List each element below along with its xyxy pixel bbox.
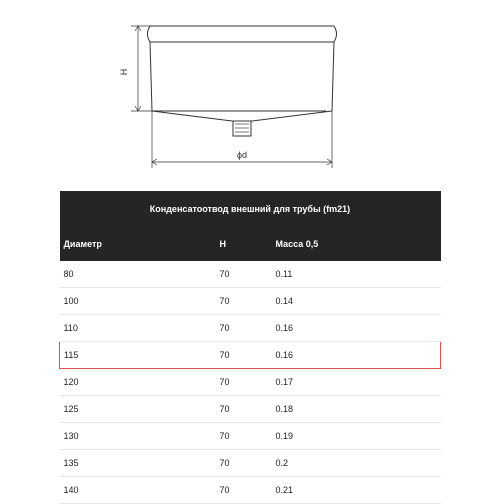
cell-h: 70	[216, 261, 272, 288]
cell-h: 70	[216, 369, 272, 396]
cell-h: 70	[216, 288, 272, 315]
cell-diameter: 140	[60, 477, 216, 504]
cell-h: 70	[216, 450, 272, 477]
table-row	[60, 450, 441, 477]
cell-mass: 0.14	[272, 288, 441, 315]
table-row	[60, 423, 441, 450]
table-header-row	[60, 226, 441, 261]
cell-mass: 0.16	[272, 342, 441, 369]
cell-mass: 0.16	[272, 315, 441, 342]
table-title-row	[60, 191, 441, 226]
cell-h: 70	[216, 477, 272, 504]
cell-diameter: 125	[60, 396, 216, 423]
spec-table	[59, 191, 441, 504]
cell-h: 70	[216, 423, 272, 450]
table-row	[60, 315, 441, 342]
cell-mass: 0.19	[272, 423, 441, 450]
diameter-dimension-label: ϕd	[236, 150, 248, 160]
header-h: H	[216, 226, 272, 261]
body-outline	[150, 42, 334, 111]
cell-diameter: 135	[60, 450, 216, 477]
cell-mass: 0.17	[272, 369, 441, 396]
cell-mass: 0.21	[272, 477, 441, 504]
cell-mass: 0.2	[272, 450, 441, 477]
rim-outline	[148, 26, 337, 42]
table-row	[60, 396, 441, 423]
header-mass: Масса 0,5	[272, 226, 441, 261]
cell-h: 70	[216, 396, 272, 423]
table-row	[60, 261, 441, 288]
cell-h: 70	[216, 342, 272, 369]
cell-diameter: 110	[60, 315, 216, 342]
technical-drawing	[0, 0, 500, 185]
cell-diameter: 120	[60, 369, 216, 396]
cell-mass: 0.18	[272, 396, 441, 423]
table-row	[60, 288, 441, 315]
cell-diameter: 115	[60, 342, 216, 369]
header-diameter: Диаметр	[60, 226, 216, 261]
cone-outline	[152, 111, 332, 121]
cell-mass: 0.11	[272, 261, 441, 288]
table-row	[60, 342, 441, 369]
cell-diameter: 130	[60, 423, 216, 450]
cell-h: 70	[216, 315, 272, 342]
height-dimension-label: H	[119, 68, 129, 76]
cell-diameter: 80	[60, 261, 216, 288]
table-row	[60, 477, 441, 504]
cell-diameter: 100	[60, 288, 216, 315]
table-title: Конденсатоотвод внешний для трубы (fm21)	[60, 191, 441, 226]
table-row	[60, 369, 441, 396]
